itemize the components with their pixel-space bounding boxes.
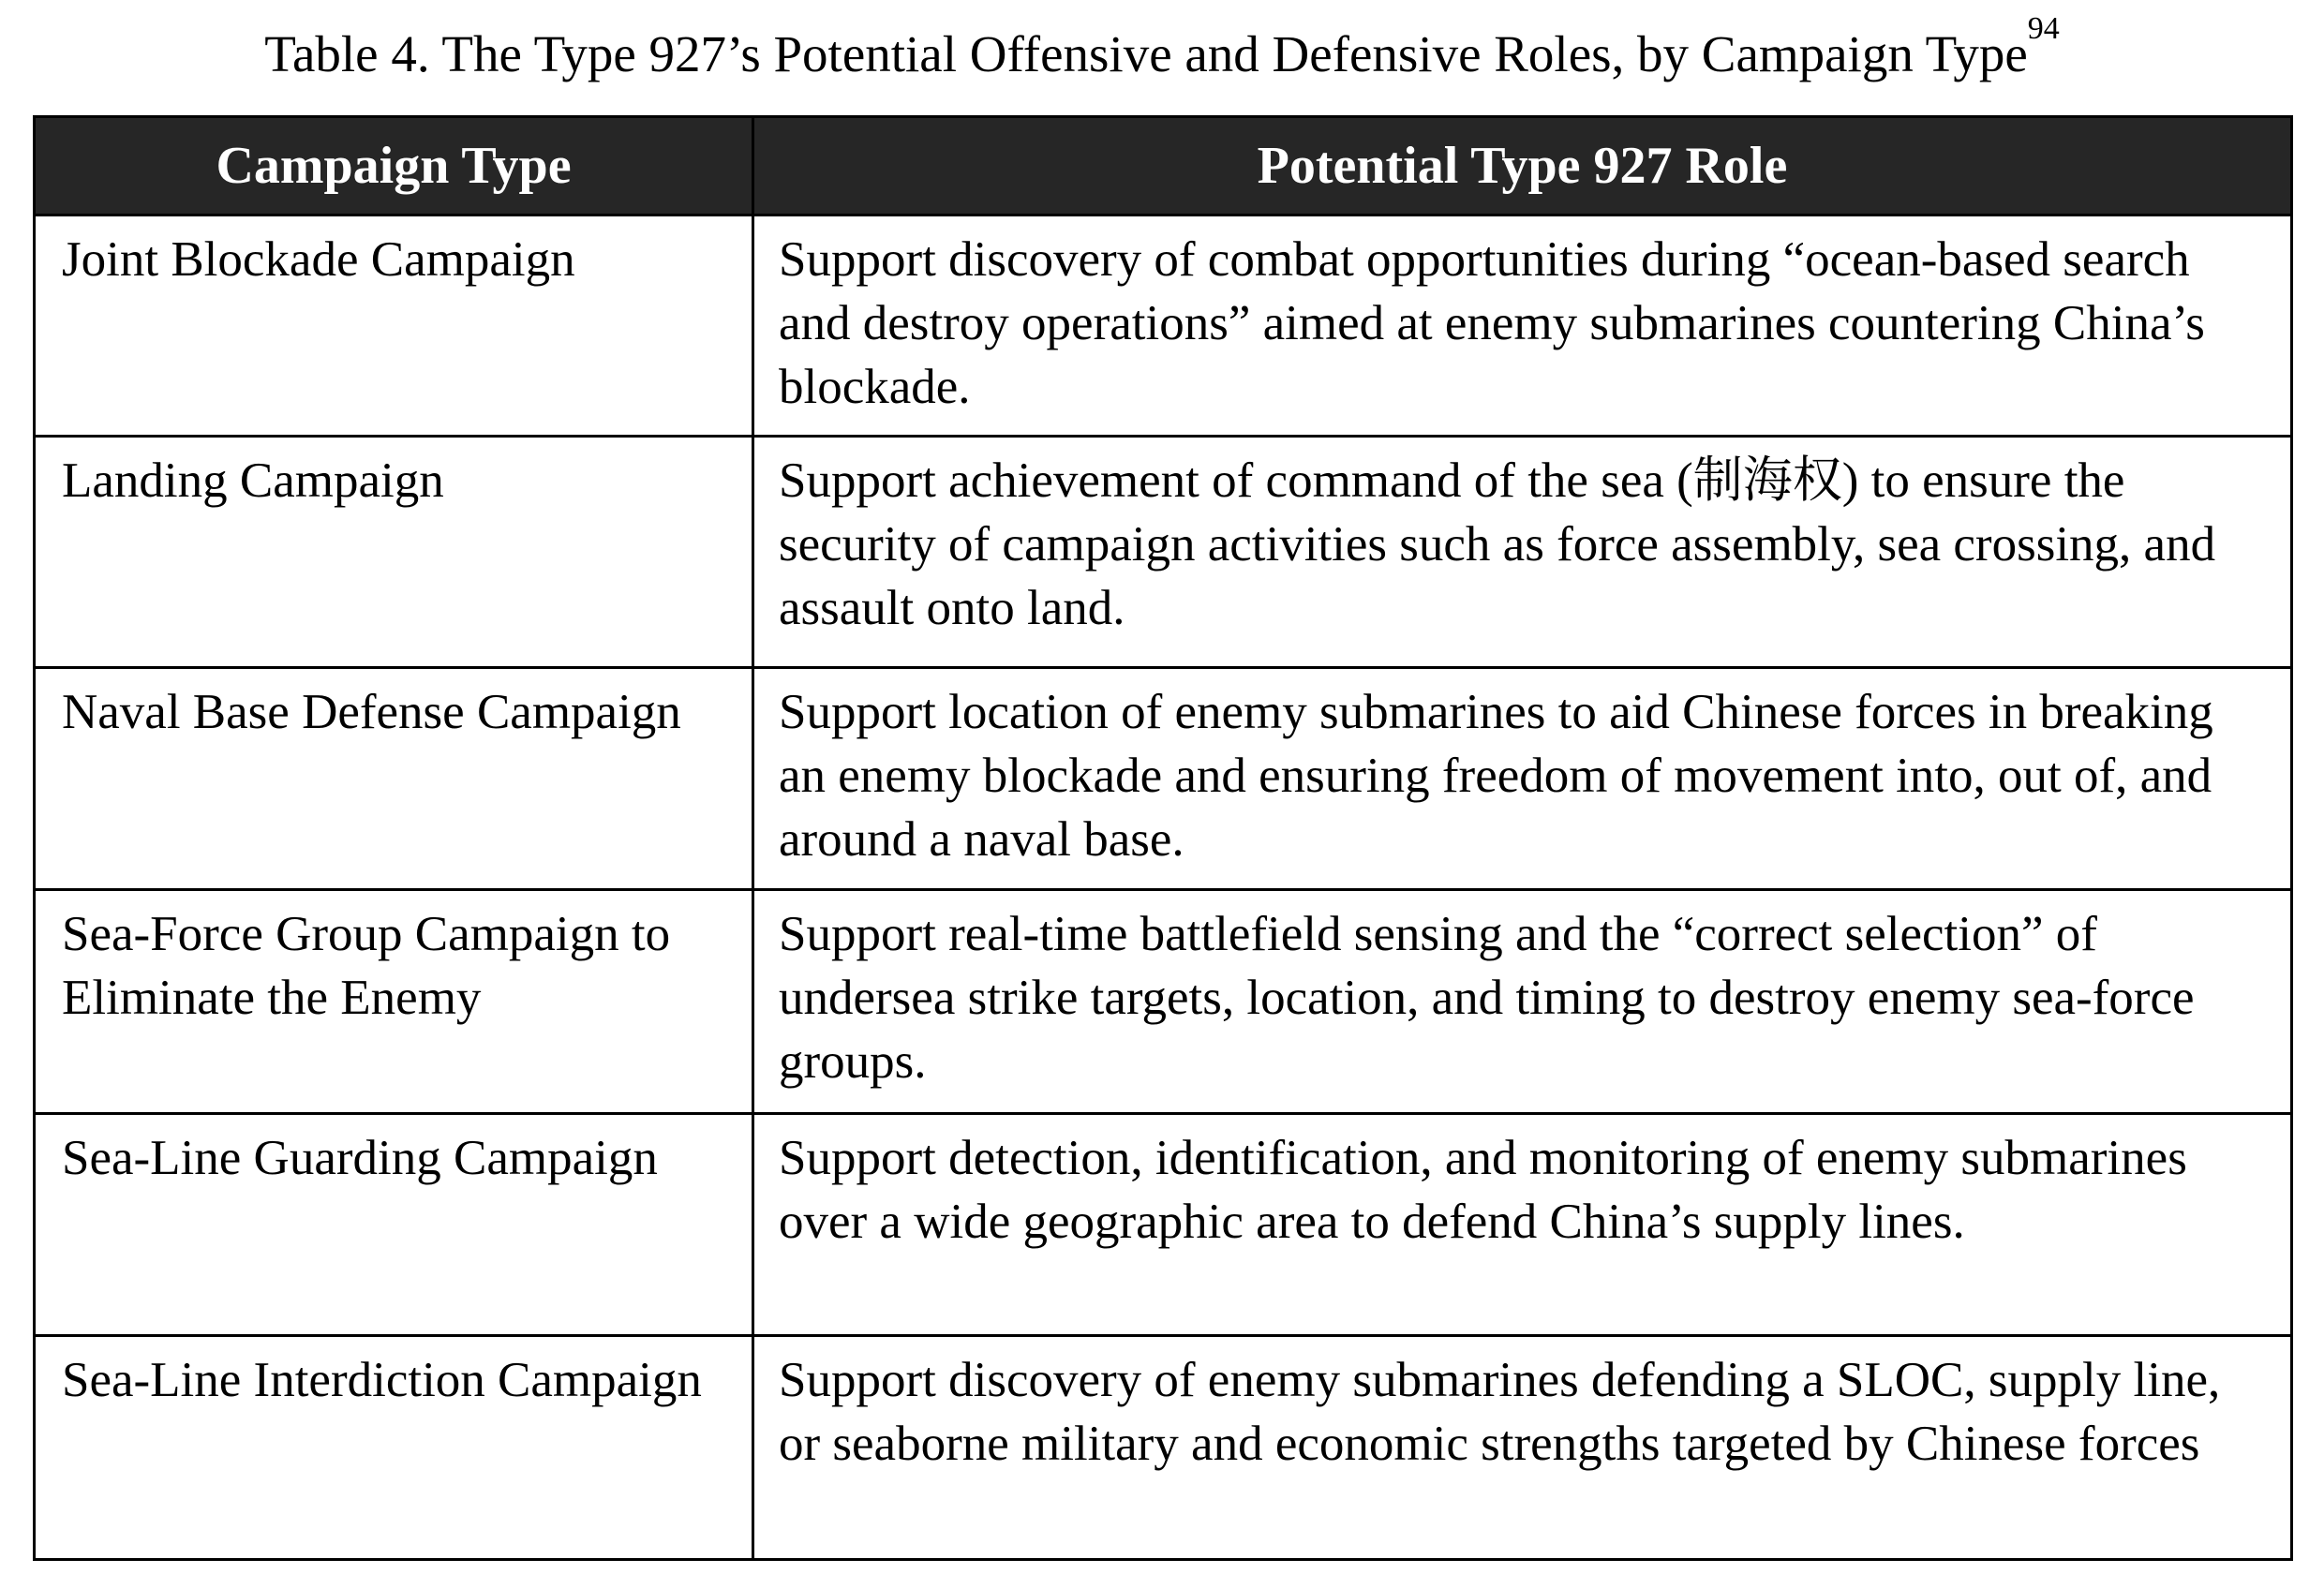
campaign-cell: Joint Blockade Campaign — [35, 215, 753, 437]
role-cell: Support real-time battlefield sensing and the “correct selection” of undersea strike targets, location, and timing to destroy enemy sea-force groups. — [753, 890, 2292, 1114]
campaign-cell: Sea-Line Interdiction Campaign — [35, 1336, 753, 1560]
caption-text: Table 4. The Type 927’s Potential Offensive and Defensive Roles, by Campaign Type — [264, 25, 2028, 82]
table-row — [35, 215, 2292, 437]
role-cell: Support location of enemy submarines to aid Chinese forces in breaking an enemy blockade and ensuring freedom of movement into, out of, and around a naval base. — [753, 668, 2292, 890]
campaign-cell: Naval Base Defense Campaign — [35, 668, 753, 890]
table-row — [35, 890, 2292, 1114]
table-row — [35, 668, 2292, 890]
campaign-cell: Sea-Line Guarding Campaign — [35, 1114, 753, 1336]
campaign-roles-table — [33, 115, 2293, 1561]
table-row — [35, 1114, 2292, 1336]
campaign-cell: Landing Campaign — [35, 437, 753, 668]
footnote-marker: 94 — [2027, 11, 2060, 46]
header-potential-role: Potential Type 927 Role — [753, 117, 2292, 215]
campaign-cell: Sea-Force Group Campaign to Eliminate the Enemy — [35, 890, 753, 1114]
table-row — [35, 1336, 2292, 1560]
role-cell: Support discovery of enemy submarines defending a SLOC, supply line, or seaborne military and economic strengths targeted by Chinese forces — [753, 1336, 2292, 1560]
table-row — [35, 437, 2292, 668]
header-row — [35, 117, 2292, 215]
header-campaign-type: Campaign Type — [35, 117, 753, 215]
role-cell: Support detection, identification, and monitoring of enemy submarines over a wide geographic area to defend China’s supply lines. — [753, 1114, 2292, 1336]
table-caption — [0, 11, 2324, 88]
role-cell: Support achievement of command of the sea (制海权) to ensure the security of campaign activities such as force assembly, sea crossing, and assault onto land. — [753, 437, 2292, 668]
role-cell: Support discovery of combat opportunities during “ocean-based search and destroy operations” aimed at enemy submarines countering China’s blockade. — [753, 215, 2292, 437]
